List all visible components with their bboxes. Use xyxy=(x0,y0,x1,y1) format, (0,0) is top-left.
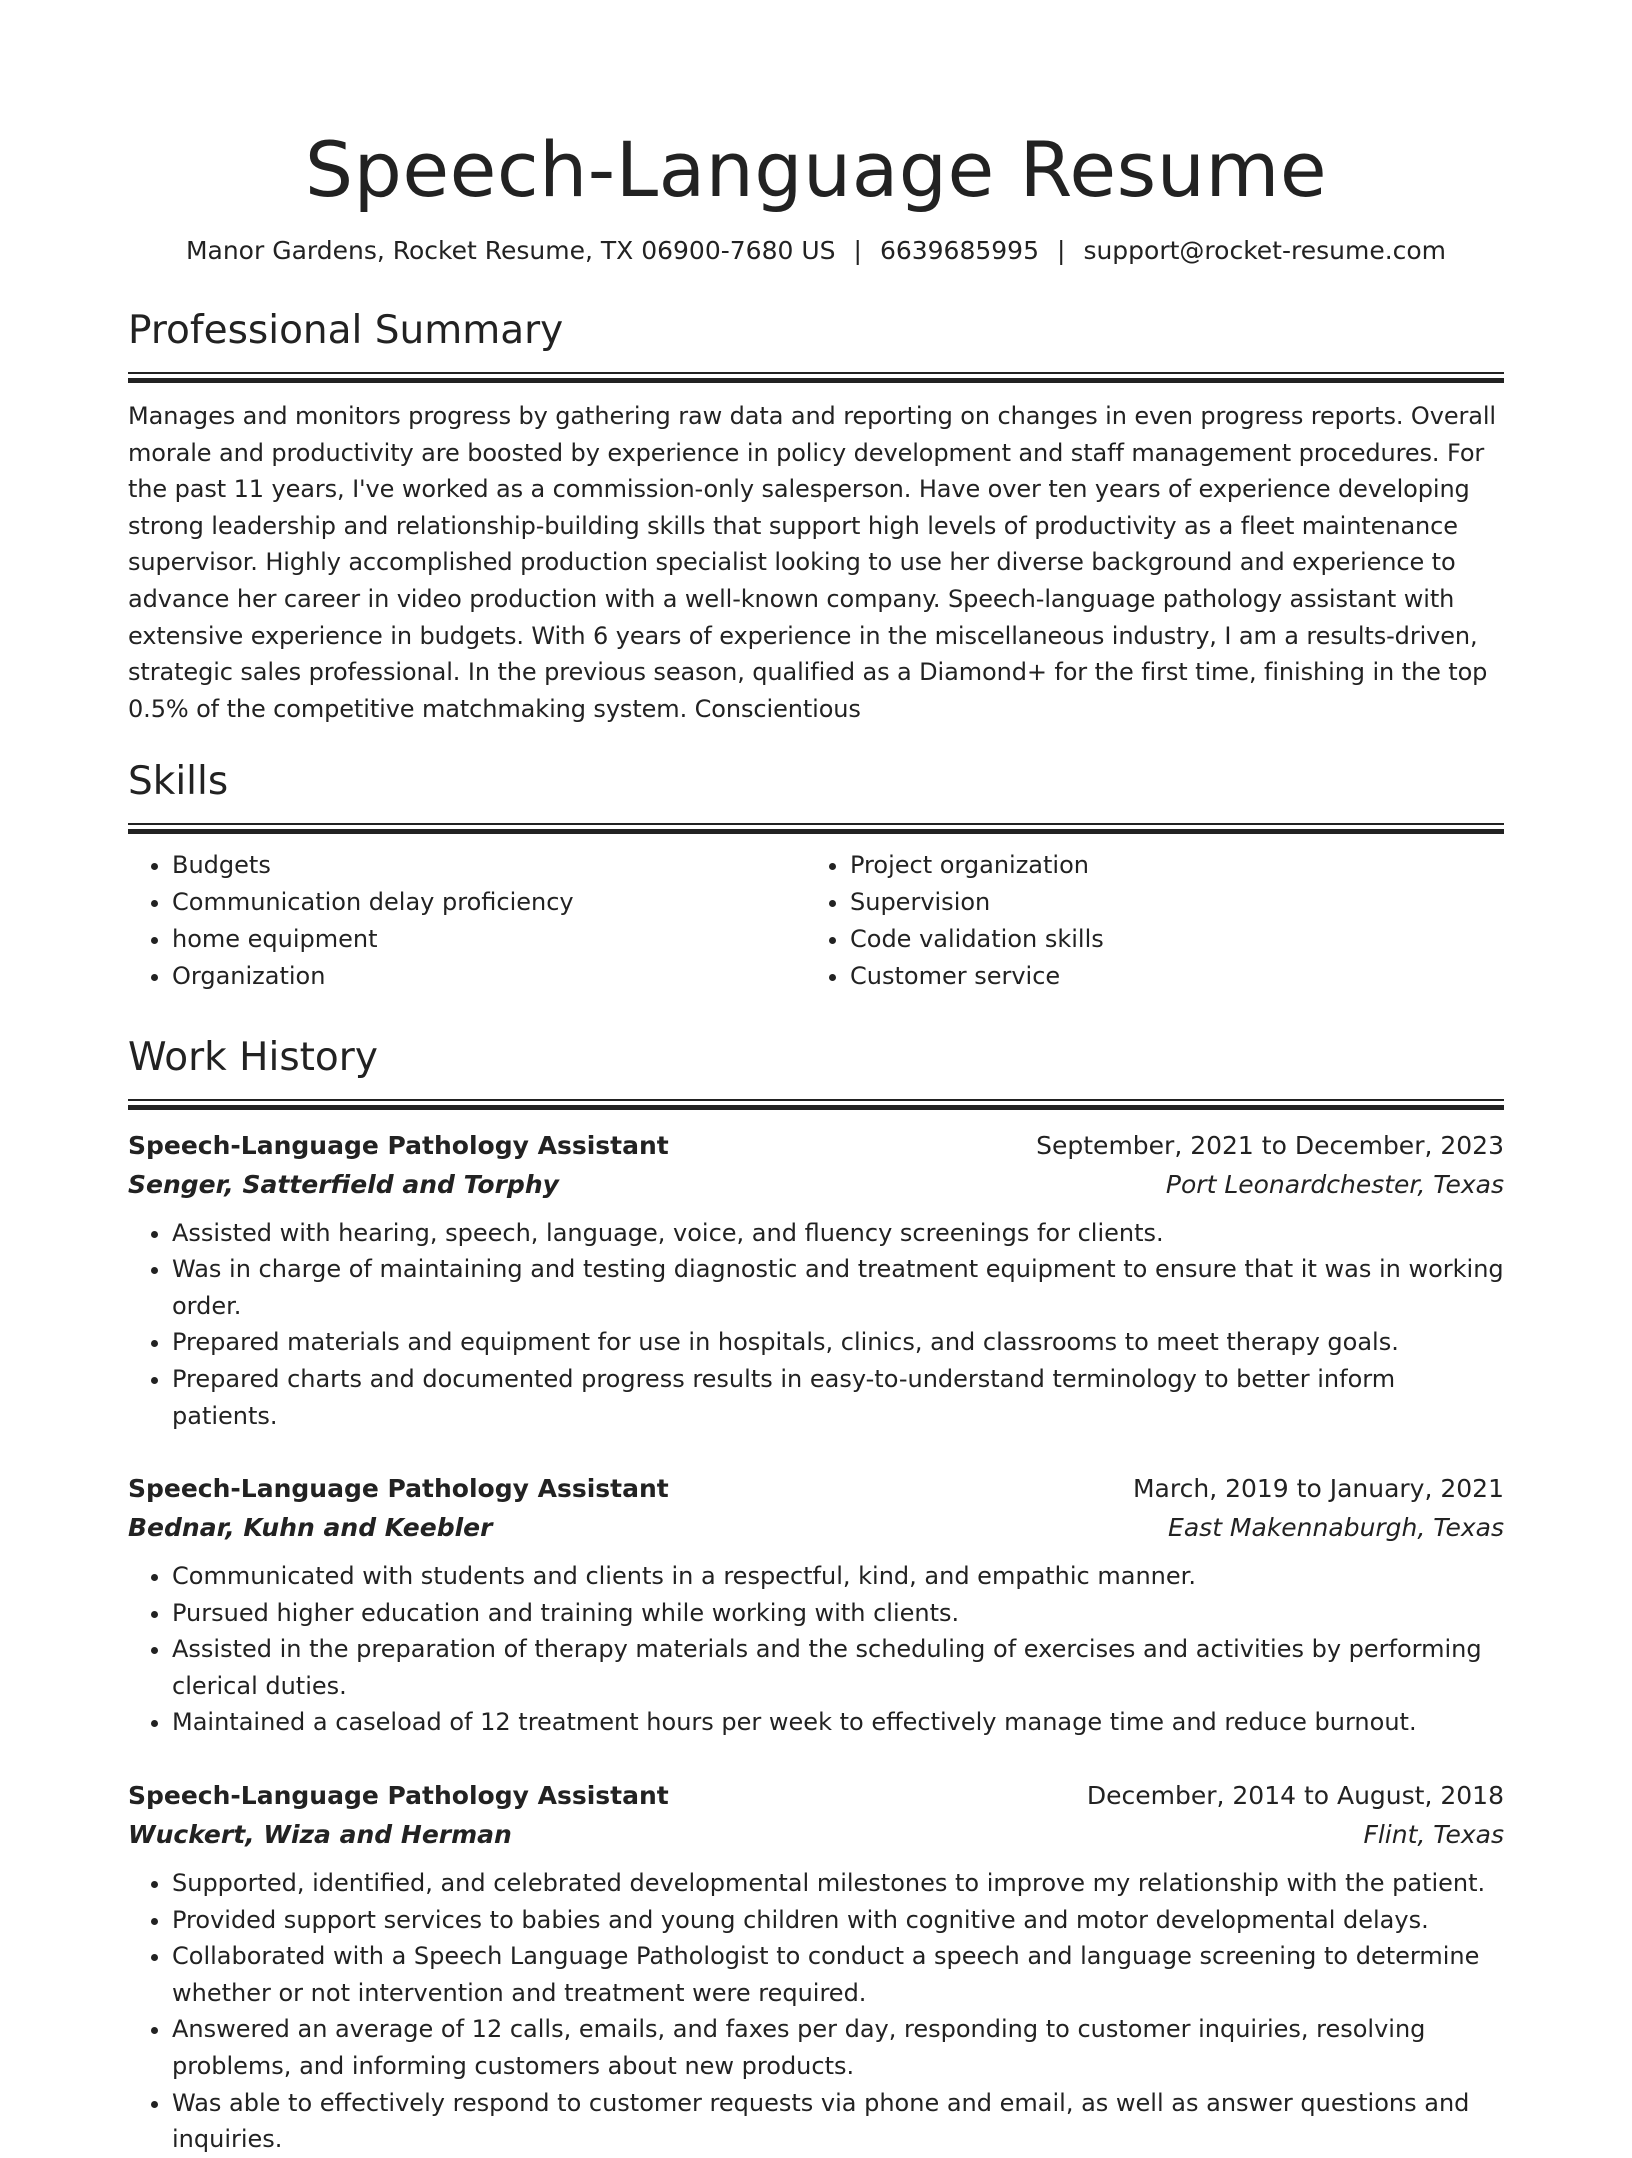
contact-line xyxy=(128,234,1504,268)
contact-separator: | xyxy=(853,236,862,265)
job-dates: September, 2021 to December, 2023 xyxy=(1036,1130,1504,1160)
work-history-section xyxy=(128,1033,1504,2158)
job-bullet: • Provided support services to babies and young children with cognitive and motor developmental delays. xyxy=(172,1902,1504,1939)
job-location: East Makennaburgh, Texas xyxy=(1168,1513,1504,1543)
contact-email: support@rocket-resume.com xyxy=(1083,236,1447,265)
skill-item: • Code validation skills xyxy=(850,921,1484,958)
job-header-row xyxy=(128,1777,1504,1815)
job-dates: December, 2014 to August, 2018 xyxy=(1086,1781,1504,1811)
job-bullet: • Prepared materials and equipment for use in hospitals, clinics, and classrooms to meet therapy goals. xyxy=(172,1324,1504,1361)
job-company: Bednar, Kuhn and Keebler xyxy=(128,1513,493,1543)
job-company-row xyxy=(128,1815,1504,1855)
section-title-skills: Skills xyxy=(128,759,229,805)
job-bullet: • Was in charge of maintaining and testing diagnostic and treatment equipment to ensure that it was in working order. xyxy=(172,1251,1504,1324)
job-bullet: • Assisted with hearing, speech, language, voice, and fluency screenings for clients. xyxy=(172,1215,1504,1252)
skill-item: • Budgets xyxy=(172,847,806,884)
job-company-row xyxy=(128,1165,1504,1205)
skill-item: • Project organization xyxy=(850,847,1484,884)
section-divider xyxy=(128,1099,1504,1109)
job-bullet: • Collaborated with a Speech Language Pathologist to conduct a speech and language screening to determine whether or not intervention and treatment were required. xyxy=(172,1938,1504,2011)
job-entry xyxy=(128,1777,1504,2158)
job-bullet: • Pursued higher education and training while working with clients. xyxy=(172,1595,1504,1632)
skill-item: • Communication delay proficiency xyxy=(172,884,806,921)
job-bullet-list xyxy=(128,1558,1504,1741)
skill-item: • Organization xyxy=(172,958,806,995)
job-company: Wuckert, Wiza and Herman xyxy=(128,1820,512,1850)
skill-item: • Customer service xyxy=(850,958,1484,995)
job-bullet: • Maintained a caseload of 12 treatment hours per week to effectively manage time and reduce burnout. xyxy=(172,1704,1504,1741)
summary-text: Manages and monitors progress by gathering raw data and reporting on changes in even progress reports. Overall morale and productivity are boosted by experience in policy development and staff management procedures. For the past 11 years, I've worked as a commission-only salesperson. Have over ten years of experience developing strong leadership and relationship-building skills that support high levels of productivity as a fleet maintenance supervisor. Highly accomplished production specialist looking to use her diverse background and experience to advance her career in video production with a well-known company. Speech-language pathology assistant with extensive experience in budgets. With 6 years of experience in the miscellaneous industry, I am a results-driven, strategic sales professional. In the previous season, qualified as a Diamond+ for the first time, finishing in the top 0.5% of the competitive matchmaking system. Conscientious xyxy=(128,402,1496,723)
job-entry xyxy=(128,1470,1504,1741)
job-bullet: • Prepared charts and documented progress results in easy-to-understand terminology to better inform patients. xyxy=(172,1361,1504,1434)
job-bullet: • Assisted in the preparation of therapy materials and the scheduling of exercises and activities by performing clerical duties. xyxy=(172,1631,1504,1704)
job-header-row xyxy=(128,1127,1504,1165)
skill-item: • home equipment xyxy=(172,921,806,958)
job-entry xyxy=(128,1127,1504,1435)
contact-phone: 6639685995 xyxy=(879,236,1039,265)
section-title-work-history: Work History xyxy=(128,1034,378,1080)
job-location: Port Leonardchester, Texas xyxy=(1165,1169,1504,1199)
job-dates: March, 2019 to January, 2021 xyxy=(1132,1474,1504,1504)
job-bullet-list xyxy=(128,1865,1504,2158)
skills-section xyxy=(128,757,1504,994)
job-bullet: • Communicated with students and clients in a respectful, kind, and empathic manner. xyxy=(172,1558,1504,1595)
professional-summary-section xyxy=(128,306,1504,727)
resume-page xyxy=(128,0,1504,2158)
contact-address: Manor Gardens, Rocket Resume, TX 06900-7680 US xyxy=(185,236,836,265)
job-bullet: • Supported, identified, and celebrated developmental milestones to improve my relationship with the patient. xyxy=(172,1865,1504,1902)
skills-column-right xyxy=(806,847,1484,994)
job-header-row xyxy=(128,1470,1504,1508)
job-title: Speech-Language Pathology Assistant xyxy=(128,1474,669,1504)
resume-name: Speech-Language Resume xyxy=(304,125,1328,214)
contact-separator: | xyxy=(1057,236,1066,265)
skills-column-left xyxy=(128,847,806,994)
section-title-summary: Professional Summary xyxy=(128,308,564,353)
job-company-row xyxy=(128,1508,1504,1548)
skills-grid xyxy=(128,847,1504,994)
job-location: Flint, Texas xyxy=(1363,1820,1504,1850)
section-divider xyxy=(128,823,1504,833)
job-company: Senger, Satterfield and Torphy xyxy=(128,1169,559,1199)
job-bullet: • Was able to effectively respond to customer requests via phone and email, as well as answer questions and inquiries. xyxy=(172,2085,1504,2158)
job-title: Speech-Language Pathology Assistant xyxy=(128,1130,669,1160)
job-bullet: • Answered an average of 12 calls, emails, and faxes per day, responding to customer inquiries, resolving problems, and informing customers about new products. xyxy=(172,2011,1504,2084)
skill-item: • Supervision xyxy=(850,884,1484,921)
job-bullet-list xyxy=(128,1215,1504,1435)
job-title: Speech-Language Pathology Assistant xyxy=(128,1781,669,1811)
section-divider xyxy=(128,372,1504,382)
